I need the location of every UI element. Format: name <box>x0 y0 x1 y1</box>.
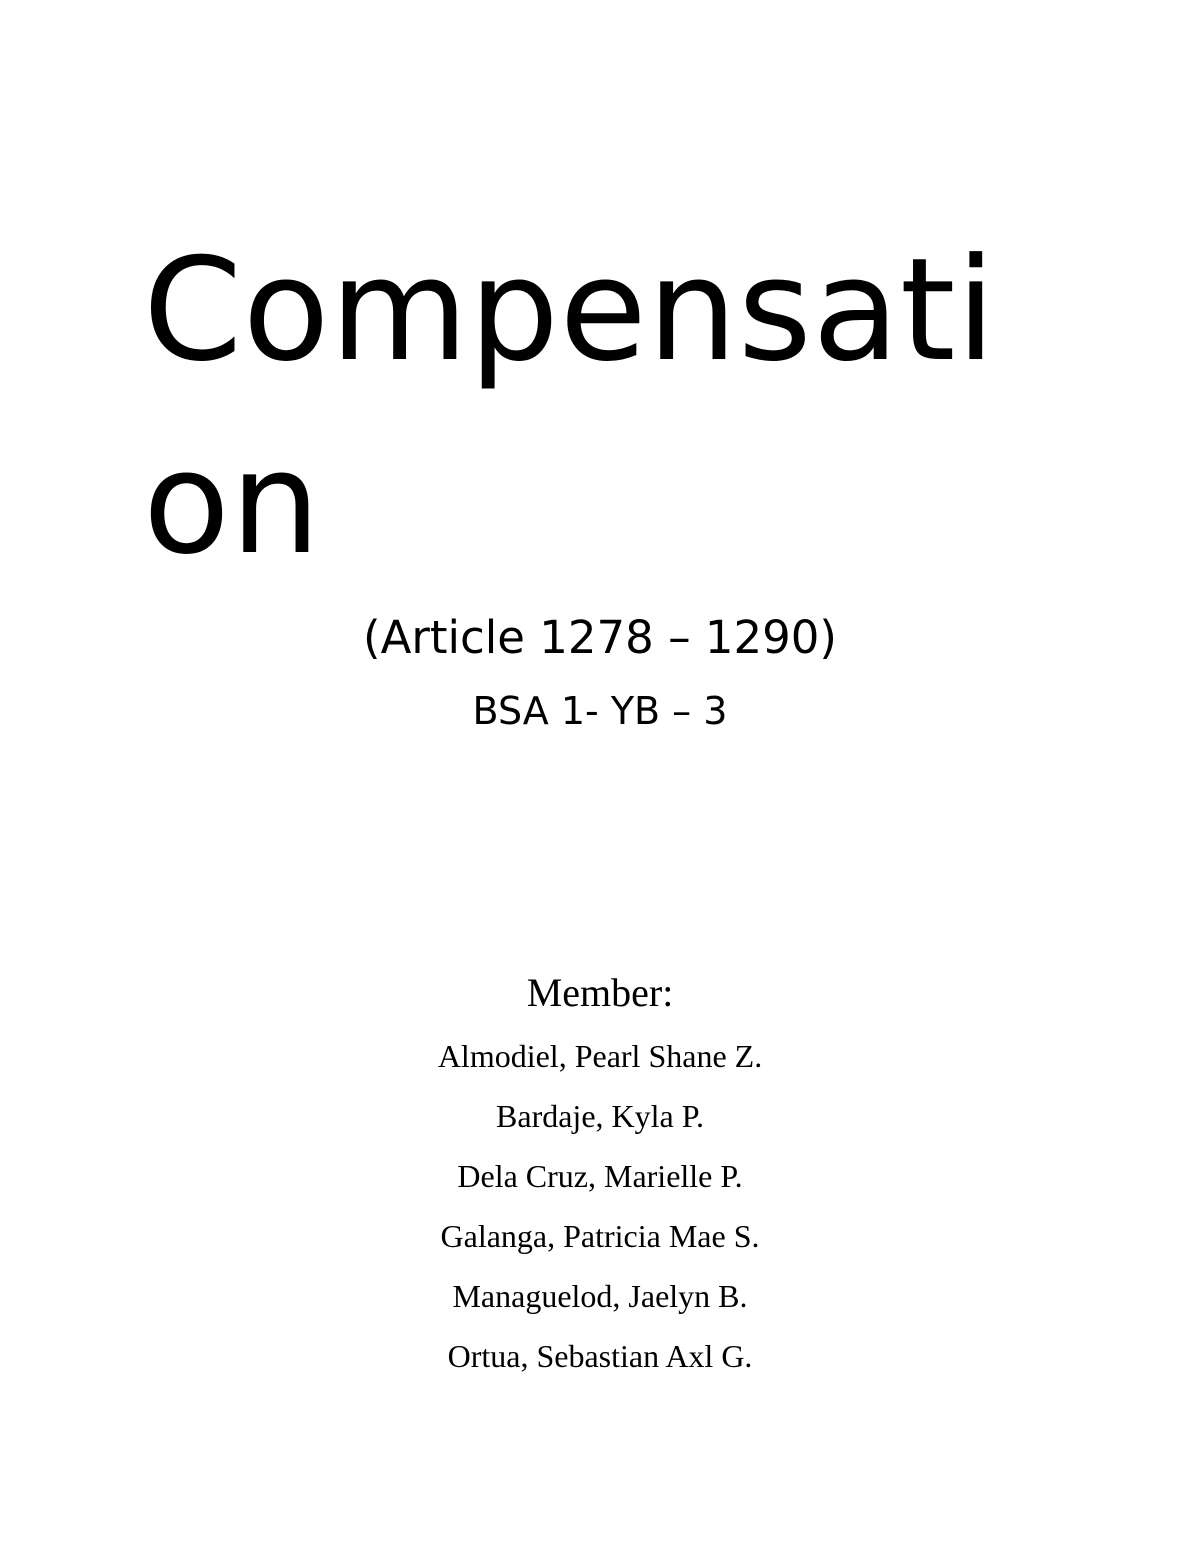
members-block <box>0 970 1200 1398</box>
document-title-line-1: Compensati <box>143 228 996 393</box>
article-range: (Article 1278 – 1290) <box>363 611 837 664</box>
member-name: Dela Cruz, Marielle P. <box>457 1158 743 1194</box>
member-name: Galanga, Patricia Mae S. <box>440 1218 760 1254</box>
member-list <box>0 1038 1200 1374</box>
member-name: Bardaje, Kyla P. <box>496 1098 704 1134</box>
member-name: Almodiel, Pearl Shane Z. <box>437 1038 763 1074</box>
class-section: BSA 1- YB – 3 <box>472 689 728 733</box>
members-heading: Member: <box>526 970 674 1015</box>
document-title-line-2: on <box>143 421 321 586</box>
member-name: Ortua, Sebastian Axl G. <box>447 1338 753 1374</box>
member-name: Managuelod, Jaelyn B. <box>452 1278 748 1314</box>
